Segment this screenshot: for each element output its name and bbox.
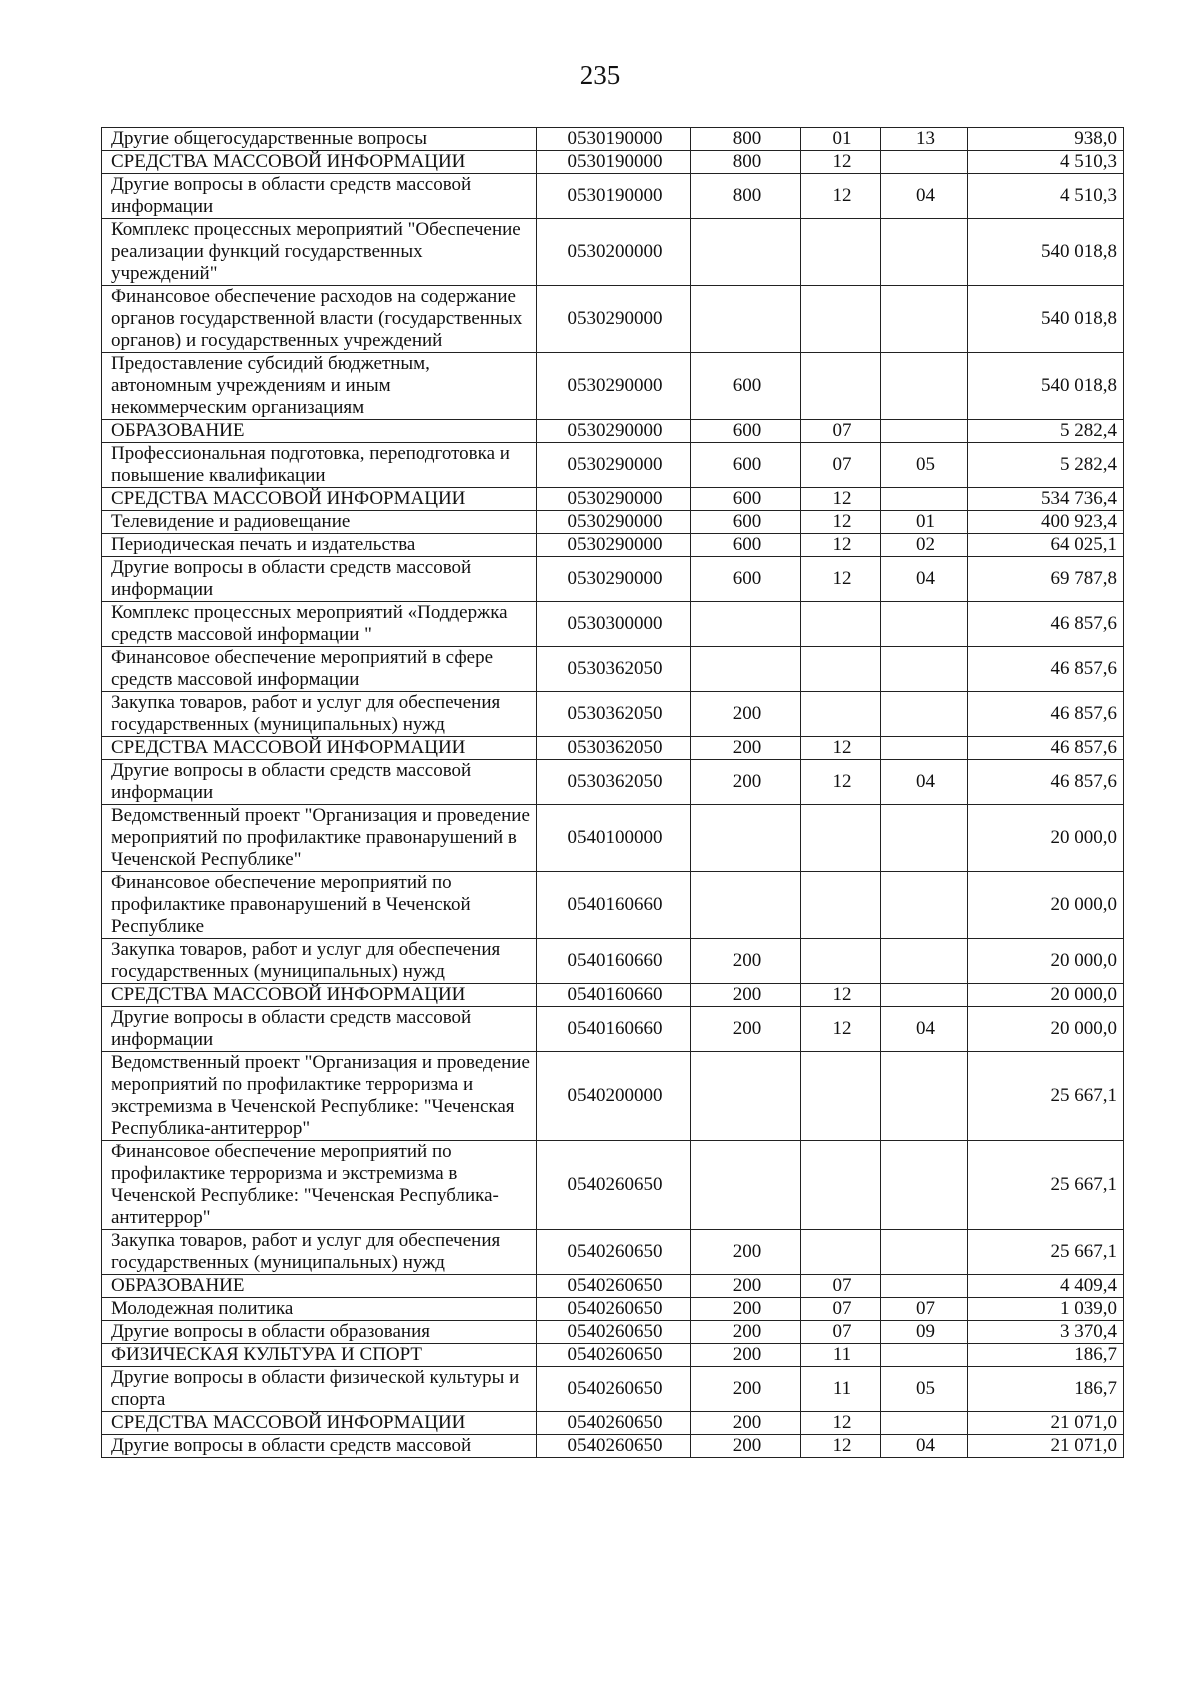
row-code-cell: 0540160660: [537, 984, 691, 1007]
row-subsection-cell: 13: [881, 128, 968, 151]
table-row: [102, 805, 1124, 872]
table-body: [102, 128, 1124, 1458]
row-subsection-cell: [881, 1412, 968, 1435]
row-amount-cell: 1 039,0: [968, 1298, 1124, 1321]
row-subsection-cell: [881, 488, 968, 511]
row-expense-type-cell: 200: [691, 1007, 801, 1052]
row-expense-type-cell: 200: [691, 1298, 801, 1321]
row-amount-cell: 46 857,6: [968, 760, 1124, 805]
row-amount-cell: 69 787,8: [968, 557, 1124, 602]
row-amount-cell: 534 736,4: [968, 488, 1124, 511]
row-name-cell: Профессиональная подготовка, переподготовка и повышение квалификации: [102, 443, 537, 488]
row-code-cell: 0530290000: [537, 488, 691, 511]
row-code-cell: 0530290000: [537, 353, 691, 420]
row-name-cell: Закупка товаров, работ и услуг для обеспечения государственных (муниципальных) нужд: [102, 939, 537, 984]
table-row: [102, 286, 1124, 353]
row-name-cell: Закупка товаров, работ и услуг для обеспечения государственных (муниципальных) нужд: [102, 1230, 537, 1275]
row-amount-cell: 4 510,3: [968, 174, 1124, 219]
row-name-cell: Закупка товаров, работ и услуг для обеспечения государственных (муниципальных) нужд: [102, 692, 537, 737]
row-subsection-cell: 09: [881, 1321, 968, 1344]
row-amount-cell: 46 857,6: [968, 602, 1124, 647]
row-section-cell: 11: [801, 1367, 881, 1412]
table-row: [102, 511, 1124, 534]
row-section-cell: [801, 647, 881, 692]
table-row: [102, 692, 1124, 737]
row-subsection-cell: [881, 984, 968, 1007]
row-subsection-cell: [881, 737, 968, 760]
row-amount-cell: 20 000,0: [968, 984, 1124, 1007]
row-name-cell: СРЕДСТВА МАССОВОЙ ИНФОРМАЦИИ: [102, 984, 537, 1007]
row-amount-cell: 46 857,6: [968, 737, 1124, 760]
row-amount-cell: 4 409,4: [968, 1275, 1124, 1298]
table-row: [102, 488, 1124, 511]
row-amount-cell: 21 071,0: [968, 1412, 1124, 1435]
table-row: [102, 1275, 1124, 1298]
row-amount-cell: 5 282,4: [968, 420, 1124, 443]
row-name-cell: Другие вопросы в области образования: [102, 1321, 537, 1344]
row-subsection-cell: 07: [881, 1298, 968, 1321]
row-code-cell: 0540260650: [537, 1412, 691, 1435]
row-section-cell: 12: [801, 534, 881, 557]
row-code-cell: 0540200000: [537, 1052, 691, 1141]
row-section-cell: [801, 286, 881, 353]
row-name-cell: Другие вопросы в области средств массовой информации: [102, 760, 537, 805]
row-subsection-cell: [881, 647, 968, 692]
row-expense-type-cell: 600: [691, 534, 801, 557]
row-code-cell: 0530290000: [537, 557, 691, 602]
row-section-cell: 11: [801, 1344, 881, 1367]
row-subsection-cell: [881, 1275, 968, 1298]
table-row: [102, 1298, 1124, 1321]
row-section-cell: 12: [801, 984, 881, 1007]
row-name-cell: ОБРАЗОВАНИЕ: [102, 1275, 537, 1298]
table-row: [102, 1007, 1124, 1052]
row-expense-type-cell: 200: [691, 760, 801, 805]
row-amount-cell: 20 000,0: [968, 1007, 1124, 1052]
row-code-cell: 0540160660: [537, 872, 691, 939]
table-row: [102, 984, 1124, 1007]
row-subsection-cell: 04: [881, 1435, 968, 1458]
row-amount-cell: 20 000,0: [968, 939, 1124, 984]
row-name-cell: Другие вопросы в области средств массовой информации: [102, 174, 537, 219]
table-row: [102, 1230, 1124, 1275]
row-subsection-cell: [881, 692, 968, 737]
table-row: [102, 737, 1124, 760]
row-subsection-cell: [881, 805, 968, 872]
row-code-cell: 0540260650: [537, 1321, 691, 1344]
row-name-cell: Другие вопросы в области средств массовой информации: [102, 1007, 537, 1052]
row-subsection-cell: [881, 939, 968, 984]
row-subsection-cell: 01: [881, 511, 968, 534]
table-row: [102, 647, 1124, 692]
row-subsection-cell: 05: [881, 443, 968, 488]
table-row: [102, 872, 1124, 939]
row-amount-cell: 25 667,1: [968, 1052, 1124, 1141]
row-amount-cell: 5 282,4: [968, 443, 1124, 488]
row-expense-type-cell: 600: [691, 420, 801, 443]
table-row: [102, 602, 1124, 647]
row-subsection-cell: 04: [881, 174, 968, 219]
row-code-cell: 0530200000: [537, 219, 691, 286]
row-subsection-cell: [881, 420, 968, 443]
row-section-cell: [801, 939, 881, 984]
row-expense-type-cell: 200: [691, 692, 801, 737]
row-name-cell: СРЕДСТВА МАССОВОЙ ИНФОРМАЦИИ: [102, 151, 537, 174]
row-name-cell: Телевидение и радиовещание: [102, 511, 537, 534]
row-section-cell: [801, 219, 881, 286]
row-section-cell: 12: [801, 557, 881, 602]
row-expense-type-cell: 200: [691, 1412, 801, 1435]
row-code-cell: 0530300000: [537, 602, 691, 647]
row-name-cell: Финансовое обеспечение расходов на содержание органов государственной власти (государственных органов) и государственных учреждений: [102, 286, 537, 353]
row-section-cell: 07: [801, 443, 881, 488]
row-section-cell: 12: [801, 760, 881, 805]
row-name-cell: Финансовое обеспечение мероприятий по профилактике правонарушений в Чеченской Республике: [102, 872, 537, 939]
table-row: [102, 557, 1124, 602]
row-section-cell: [801, 1141, 881, 1230]
budget-table: [101, 127, 1124, 1458]
row-code-cell: 0540260650: [537, 1435, 691, 1458]
row-amount-cell: 46 857,6: [968, 647, 1124, 692]
row-code-cell: 0540260650: [537, 1298, 691, 1321]
row-section-cell: [801, 353, 881, 420]
row-expense-type-cell: 200: [691, 1367, 801, 1412]
row-subsection-cell: [881, 219, 968, 286]
table-row: [102, 1412, 1124, 1435]
row-amount-cell: 64 025,1: [968, 534, 1124, 557]
row-name-cell: Ведомственный проект "Организация и проведение мероприятий по профилактике правонарушений в Чеченской Республике": [102, 805, 537, 872]
row-section-cell: 12: [801, 174, 881, 219]
row-code-cell: 0530290000: [537, 534, 691, 557]
row-code-cell: 0540260650: [537, 1141, 691, 1230]
row-code-cell: 0530190000: [537, 151, 691, 174]
table-row: [102, 174, 1124, 219]
row-code-cell: 0540260650: [537, 1344, 691, 1367]
row-section-cell: 07: [801, 1321, 881, 1344]
row-name-cell: СРЕДСТВА МАССОВОЙ ИНФОРМАЦИИ: [102, 737, 537, 760]
row-section-cell: 12: [801, 511, 881, 534]
row-amount-cell: 25 667,1: [968, 1230, 1124, 1275]
row-code-cell: 0530190000: [537, 128, 691, 151]
row-subsection-cell: [881, 1344, 968, 1367]
row-expense-type-cell: 200: [691, 1344, 801, 1367]
row-name-cell: СРЕДСТВА МАССОВОЙ ИНФОРМАЦИИ: [102, 1412, 537, 1435]
row-amount-cell: 540 018,8: [968, 286, 1124, 353]
row-section-cell: [801, 805, 881, 872]
row-expense-type-cell: [691, 647, 801, 692]
row-expense-type-cell: 600: [691, 557, 801, 602]
row-expense-type-cell: [691, 1141, 801, 1230]
row-subsection-cell: 04: [881, 557, 968, 602]
row-code-cell: 0540100000: [537, 805, 691, 872]
row-expense-type-cell: 800: [691, 174, 801, 219]
row-subsection-cell: [881, 353, 968, 420]
table-row: [102, 1141, 1124, 1230]
row-subsection-cell: [881, 151, 968, 174]
row-name-cell: Комплекс процессных мероприятий "Обеспечение реализации функций государственных учреждений": [102, 219, 537, 286]
row-code-cell: 0540160660: [537, 939, 691, 984]
row-code-cell: 0530290000: [537, 443, 691, 488]
row-amount-cell: 4 510,3: [968, 151, 1124, 174]
row-name-cell: Финансовое обеспечение мероприятий в сфере средств массовой информации: [102, 647, 537, 692]
row-expense-type-cell: 600: [691, 488, 801, 511]
row-section-cell: 12: [801, 1435, 881, 1458]
table-row: [102, 128, 1124, 151]
row-name-cell: Предоставление субсидий бюджетным, автономным учреждениям и иным некоммерческим организациям: [102, 353, 537, 420]
row-name-cell: ОБРАЗОВАНИЕ: [102, 420, 537, 443]
row-expense-type-cell: 600: [691, 511, 801, 534]
table-row: [102, 1344, 1124, 1367]
row-section-cell: 07: [801, 1275, 881, 1298]
row-amount-cell: 20 000,0: [968, 872, 1124, 939]
row-amount-cell: 21 071,0: [968, 1435, 1124, 1458]
row-expense-type-cell: 600: [691, 353, 801, 420]
row-name-cell: СРЕДСТВА МАССОВОЙ ИНФОРМАЦИИ: [102, 488, 537, 511]
table-row: [102, 760, 1124, 805]
row-section-cell: [801, 1052, 881, 1141]
row-code-cell: 0540260650: [537, 1367, 691, 1412]
row-section-cell: 12: [801, 151, 881, 174]
row-expense-type-cell: [691, 1052, 801, 1141]
row-expense-type-cell: 800: [691, 151, 801, 174]
row-subsection-cell: [881, 1141, 968, 1230]
row-name-cell: ФИЗИЧЕСКАЯ КУЛЬТУРА И СПОРТ: [102, 1344, 537, 1367]
row-subsection-cell: 04: [881, 760, 968, 805]
row-name-cell: Другие вопросы в области физической культуры и спорта: [102, 1367, 537, 1412]
row-amount-cell: 540 018,8: [968, 353, 1124, 420]
row-subsection-cell: 02: [881, 534, 968, 557]
row-section-cell: [801, 872, 881, 939]
row-expense-type-cell: 200: [691, 737, 801, 760]
row-subsection-cell: [881, 1052, 968, 1141]
row-expense-type-cell: 200: [691, 1435, 801, 1458]
row-section-cell: 12: [801, 1412, 881, 1435]
table-row: [102, 1435, 1124, 1458]
row-name-cell: Ведомственный проект "Организация и проведение мероприятий по профилактике терроризма и экстремизма в Чеченской Республике: "Чеченская Республика-антитеррор": [102, 1052, 537, 1141]
row-code-cell: 0530190000: [537, 174, 691, 219]
row-section-cell: 01: [801, 128, 881, 151]
row-section-cell: [801, 602, 881, 647]
row-subsection-cell: [881, 1230, 968, 1275]
row-amount-cell: 540 018,8: [968, 219, 1124, 286]
row-name-cell: Другие общегосударственные вопросы: [102, 128, 537, 151]
row-expense-type-cell: [691, 286, 801, 353]
row-section-cell: 12: [801, 737, 881, 760]
row-code-cell: 0530362050: [537, 647, 691, 692]
row-name-cell: Другие вопросы в области средств массовой информации: [102, 557, 537, 602]
row-subsection-cell: 04: [881, 1007, 968, 1052]
table-row: [102, 151, 1124, 174]
row-expense-type-cell: 200: [691, 1275, 801, 1298]
table-row: [102, 1367, 1124, 1412]
row-expense-type-cell: [691, 805, 801, 872]
row-code-cell: 0530362050: [537, 737, 691, 760]
row-expense-type-cell: [691, 872, 801, 939]
row-code-cell: 0540260650: [537, 1275, 691, 1298]
row-code-cell: 0530290000: [537, 286, 691, 353]
row-amount-cell: 400 923,4: [968, 511, 1124, 534]
row-code-cell: 0530362050: [537, 760, 691, 805]
table-row: [102, 939, 1124, 984]
row-expense-type-cell: 200: [691, 939, 801, 984]
row-name-cell: Финансовое обеспечение мероприятий по профилактике терроризма и экстремизма в Чеченской Республике: "Чеченская Республика-антитеррор": [102, 1141, 537, 1230]
row-amount-cell: 186,7: [968, 1367, 1124, 1412]
row-code-cell: 0530362050: [537, 692, 691, 737]
table-row: [102, 1321, 1124, 1344]
table-row: [102, 353, 1124, 420]
row-subsection-cell: [881, 286, 968, 353]
table-row: [102, 534, 1124, 557]
row-amount-cell: 938,0: [968, 128, 1124, 151]
row-section-cell: 12: [801, 1007, 881, 1052]
table-row: [102, 1052, 1124, 1141]
row-subsection-cell: [881, 872, 968, 939]
row-code-cell: 0540260650: [537, 1230, 691, 1275]
row-expense-type-cell: [691, 602, 801, 647]
table-row: [102, 420, 1124, 443]
row-section-cell: [801, 692, 881, 737]
row-expense-type-cell: 200: [691, 984, 801, 1007]
row-amount-cell: 186,7: [968, 1344, 1124, 1367]
row-section-cell: 07: [801, 420, 881, 443]
row-expense-type-cell: 600: [691, 443, 801, 488]
row-name-cell: Другие вопросы в области средств массовой: [102, 1435, 537, 1458]
row-section-cell: 07: [801, 1298, 881, 1321]
row-section-cell: 12: [801, 488, 881, 511]
row-amount-cell: 20 000,0: [968, 805, 1124, 872]
row-name-cell: Комплекс процессных мероприятий «Поддержка средств массовой информации ": [102, 602, 537, 647]
table-row: [102, 219, 1124, 286]
row-expense-type-cell: [691, 219, 801, 286]
table-row: [102, 443, 1124, 488]
row-code-cell: 0540160660: [537, 1007, 691, 1052]
row-subsection-cell: 05: [881, 1367, 968, 1412]
page-number: 235: [579, 60, 621, 90]
row-amount-cell: 25 667,1: [968, 1141, 1124, 1230]
row-name-cell: Периодическая печать и издательства: [102, 534, 537, 557]
row-section-cell: [801, 1230, 881, 1275]
row-name-cell: Молодежная политика: [102, 1298, 537, 1321]
row-amount-cell: 46 857,6: [968, 692, 1124, 737]
row-amount-cell: 3 370,4: [968, 1321, 1124, 1344]
row-code-cell: 0530290000: [537, 511, 691, 534]
row-code-cell: 0530290000: [537, 420, 691, 443]
row-expense-type-cell: 200: [691, 1230, 801, 1275]
row-expense-type-cell: 800: [691, 128, 801, 151]
row-expense-type-cell: 200: [691, 1321, 801, 1344]
row-subsection-cell: [881, 602, 968, 647]
